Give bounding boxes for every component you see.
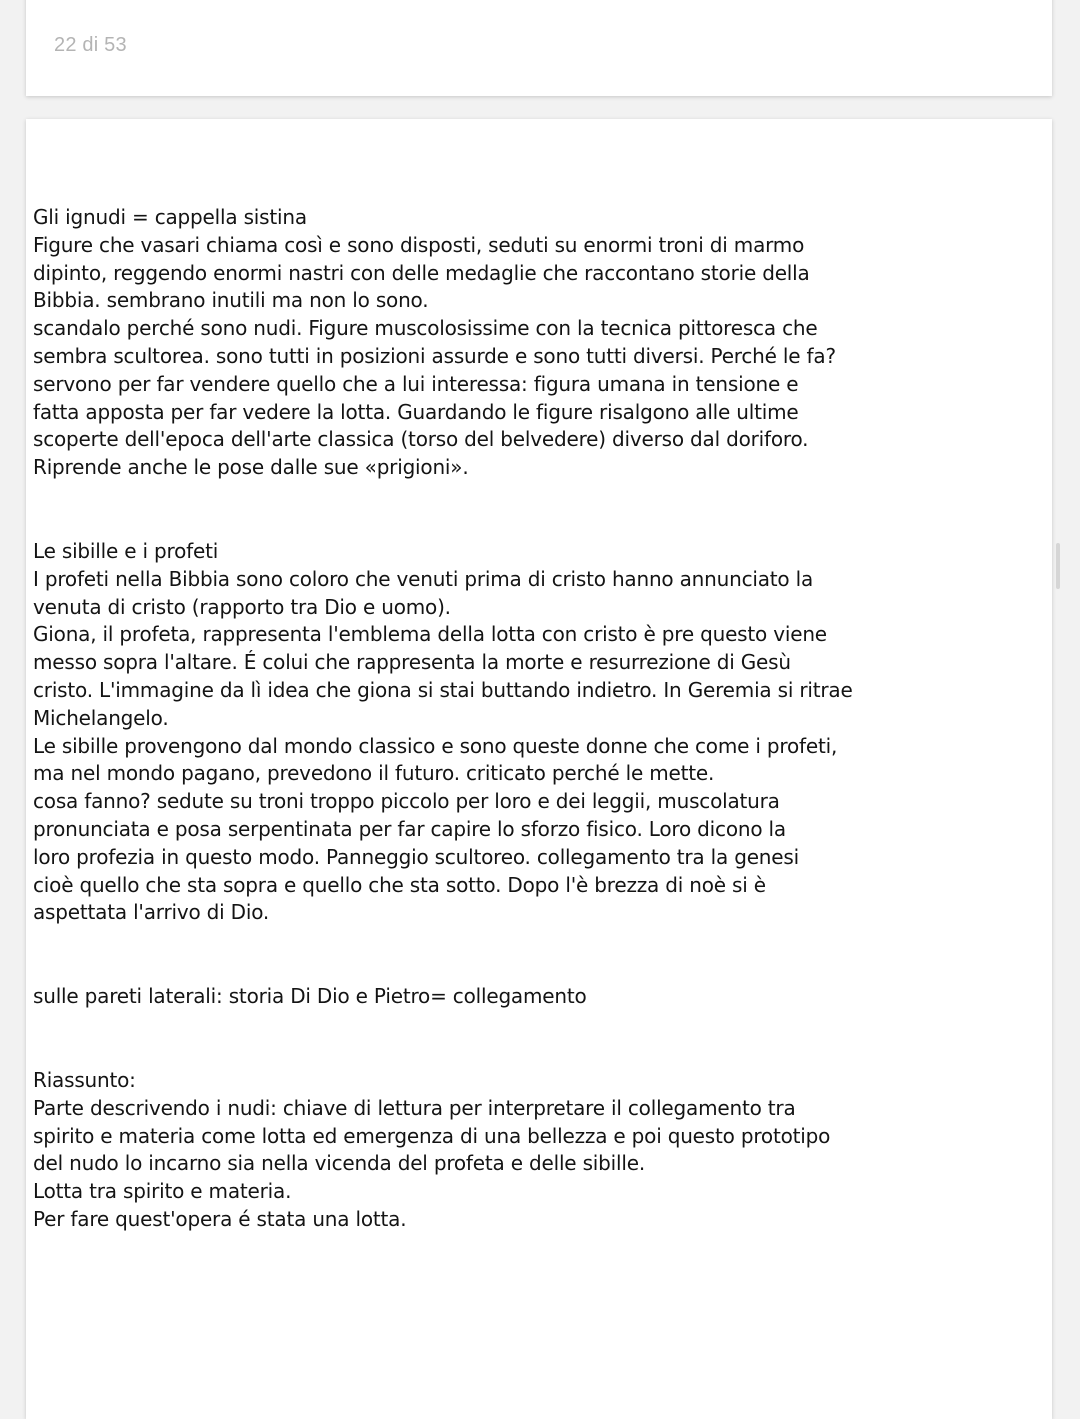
text-line: fatta apposta per far vedere la lotta. Guardando le figure risalgono alle ultime [33, 399, 799, 424]
section-riassunto [33, 1067, 1023, 1234]
text-line: scandalo perché sono nudi. Figure muscolosissime con la tecnica pittoresca che [33, 316, 818, 341]
text-line: sulle pareti laterali: storia Di Dio e Pietro= collegamento [33, 984, 587, 1009]
text-line: servono per far vendere quello che a lui interessa: figura umana in tensione e [33, 371, 799, 396]
text-line: Le sibille provengono dal mondo classico e sono queste donne che come i profeti, [33, 733, 838, 758]
handwritten-notes [33, 204, 1023, 1234]
section-heading: Gli ignudi = cappella sistina [33, 205, 307, 229]
section-heading: Riassunto: [33, 1067, 136, 1092]
section-sibille-profeti [33, 538, 1023, 927]
text-line: Per fare quest'opera é stata una lotta. [33, 1206, 407, 1231]
text-line: Parte descrivendo i nudi: chiave di lettura per interpretare il collegamento tra [33, 1095, 796, 1120]
text-line: scoperte dell'epoca dell'arte classica (torso del belvedere) diverso dal doriforo. [33, 427, 809, 452]
section-ignudi [33, 204, 1023, 482]
text-line: aspettata l'arrivo di Dio. [33, 900, 270, 925]
text-line: cioè quello che sta sopra e quello che sta sotto. Dopo l'è brezza di noè si è [33, 872, 766, 897]
text-line: Riprende anche le pose dalle sue «prigioni». [33, 455, 469, 480]
text-line: I profeti nella Bibbia sono coloro che venuti prima di cristo hanno annunciato la [33, 566, 814, 591]
paragraph-gap [33, 927, 1023, 983]
text-line: pronunciata e posa serpentinata per far capire lo sforzo fisico. Loro dicono la [33, 816, 786, 841]
text-line: del nudo lo incarno sia nella vicenda del profeta e delle sibille. [33, 1151, 645, 1176]
text-line: sembra scultorea. sono tutti in posizioni assurde e sono tutti diversi. Perché le fa? [33, 343, 836, 368]
text-line: messo sopra l'altare. É colui che rappresenta la morte e resurrezione di Gesù [33, 650, 791, 675]
paragraph-gap [33, 1011, 1023, 1067]
text-line: loro profezia in questo modo. Panneggio scultoreo. collegamento tra la genesi [33, 844, 799, 869]
text-line: Giona, il profeta, rappresenta l'emblema della lotta con cristo è pre questo viene [33, 622, 827, 647]
page-indicator: 22 di 53 [40, 30, 141, 61]
section-heading: Le sibille e i profeti [33, 538, 219, 563]
text-line: Lotta tra spirito e materia. [33, 1179, 292, 1204]
scrollbar-thumb[interactable] [1056, 543, 1060, 589]
text-line: ma nel mondo pagano, prevedono il futuro. criticato perché le mette. [33, 761, 715, 786]
text-line: cristo. L'immagine da lì idea che giona si stai buttando indietro. In Geremia si ritrae [33, 677, 853, 702]
text-line: cosa fanno? sedute su troni troppo piccolo per loro e dei leggii, muscolatura [33, 789, 780, 814]
previous-page-bottom [26, 0, 1052, 96]
text-line: spirito e materia come lotta ed emergenza di una bellezza e poi questo prototipo [33, 1123, 831, 1148]
text-line: venuta di cristo (rapporto tra Dio e uomo). [33, 594, 451, 619]
section-pareti-laterali [33, 983, 1023, 1011]
text-line: dipinto, reggendo enormi nastri con delle medaglie che raccontano storie della [33, 260, 810, 285]
text-line: Michelangelo. [33, 705, 169, 730]
text-line: Figure che vasari chiama così e sono disposti, seduti su enormi troni di marmo [33, 232, 805, 257]
paragraph-gap [33, 482, 1023, 538]
text-line: Bibbia. sembrano inutili ma non lo sono. [33, 288, 429, 313]
